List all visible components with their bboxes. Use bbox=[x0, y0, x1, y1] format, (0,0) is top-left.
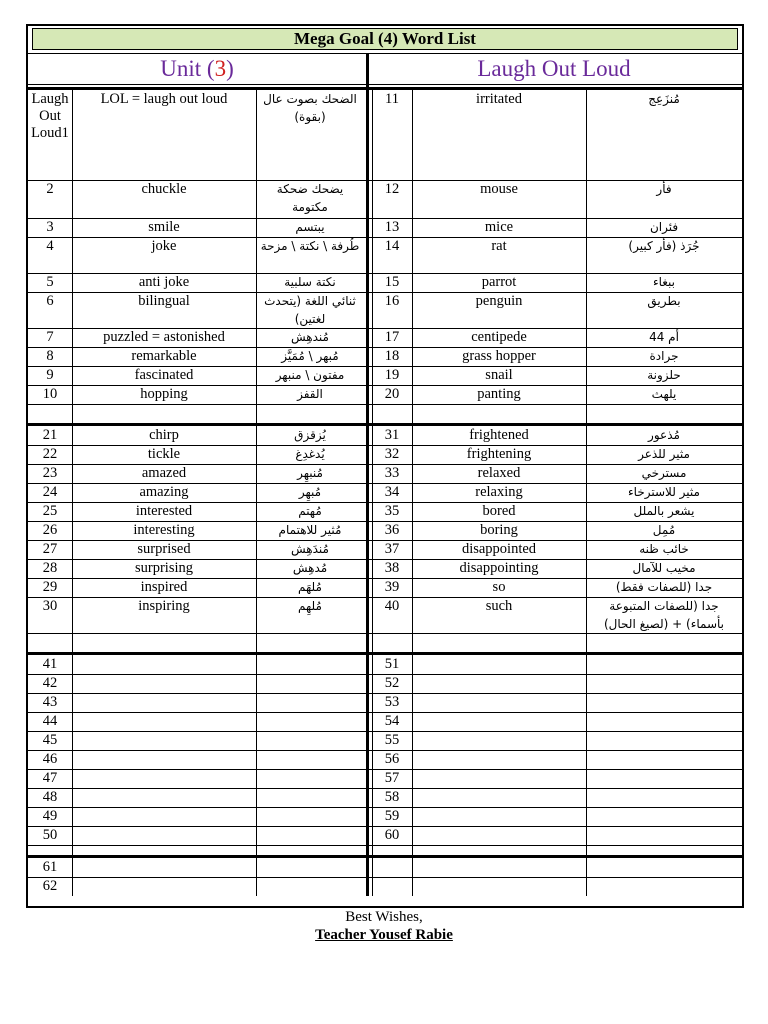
table-row bbox=[28, 633, 742, 652]
unit-number: 3 bbox=[214, 56, 227, 81]
word-number: 58 bbox=[384, 789, 400, 805]
english-word bbox=[72, 826, 256, 845]
arabic-meaning: نكتة سلبية bbox=[284, 275, 336, 289]
center-divider bbox=[366, 404, 369, 423]
arabic-meaning: مُثير للاهتمام bbox=[278, 523, 342, 537]
word-number: 40 bbox=[384, 598, 400, 614]
word-number bbox=[28, 845, 72, 855]
arabic-meaning bbox=[256, 655, 364, 674]
word-number: 42 bbox=[42, 675, 58, 691]
table-row bbox=[28, 521, 742, 540]
english-word bbox=[72, 807, 256, 826]
column-divider bbox=[412, 858, 413, 896]
arabic-meaning: مُدهِش bbox=[292, 561, 328, 575]
arabic-meaning: مُنبهِر bbox=[297, 466, 323, 480]
table-row bbox=[28, 483, 742, 502]
arabic-meaning bbox=[256, 877, 364, 896]
arabic-meaning: مخيب للآمال bbox=[632, 561, 696, 575]
arabic-meaning bbox=[586, 712, 742, 731]
english-word: bored bbox=[482, 503, 516, 519]
word-number: 32 bbox=[384, 446, 400, 462]
arabic-meaning: يُدغدِغ bbox=[295, 447, 325, 461]
column-divider bbox=[72, 633, 73, 652]
word-number: 33 bbox=[384, 465, 400, 481]
column-divider bbox=[412, 845, 413, 855]
arabic-meaning: يُزقزق bbox=[294, 428, 326, 442]
center-divider bbox=[366, 845, 369, 855]
word-number: 54 bbox=[384, 713, 400, 729]
table-row bbox=[28, 90, 742, 180]
word-number: 21 bbox=[42, 427, 58, 443]
english-word: amazing bbox=[139, 484, 189, 500]
column-divider bbox=[72, 90, 73, 404]
english-word bbox=[412, 769, 586, 788]
word-number: 39 bbox=[384, 579, 400, 595]
word-number: 57 bbox=[384, 770, 400, 786]
word-number: 47 bbox=[42, 770, 58, 786]
arabic-meaning: مُلهِم bbox=[298, 599, 322, 613]
arabic-meaning bbox=[586, 858, 742, 877]
arabic-meaning: فئران bbox=[649, 220, 679, 234]
table-row bbox=[28, 237, 742, 273]
english-word bbox=[412, 877, 586, 896]
word-number: 10 bbox=[42, 386, 58, 402]
word-number: 29 bbox=[42, 579, 58, 595]
english-word: amazed bbox=[141, 465, 187, 481]
word-number: 2 bbox=[46, 181, 54, 197]
word-number: 61 bbox=[42, 859, 58, 875]
table-row bbox=[28, 858, 742, 877]
word-number: 35 bbox=[384, 503, 400, 519]
english-word: hopping bbox=[140, 386, 188, 402]
table-row bbox=[28, 445, 742, 464]
english-word bbox=[412, 693, 586, 712]
english-word bbox=[412, 712, 586, 731]
column-divider bbox=[372, 655, 373, 845]
column-divider bbox=[586, 90, 587, 404]
table-row bbox=[28, 655, 742, 674]
english-word: smile bbox=[148, 219, 180, 235]
arabic-meaning bbox=[256, 731, 364, 750]
english-word: surprising bbox=[135, 560, 193, 576]
english-word bbox=[72, 750, 256, 769]
arabic-meaning: يشعر بالملل bbox=[633, 504, 695, 518]
english-word: remarkable bbox=[131, 348, 197, 364]
english-word: mouse bbox=[480, 181, 518, 197]
arabic-meaning bbox=[586, 731, 742, 750]
column-divider bbox=[72, 404, 73, 423]
table-row bbox=[28, 750, 742, 769]
table-row bbox=[28, 180, 742, 218]
column-divider bbox=[256, 858, 257, 896]
word-number: 17 bbox=[384, 329, 400, 345]
word-number: 50 bbox=[42, 827, 58, 843]
column-divider bbox=[412, 633, 413, 652]
arabic-meaning: بطريق bbox=[647, 294, 681, 308]
arabic-meaning bbox=[586, 655, 742, 674]
english-word: puzzled = astonished bbox=[103, 329, 225, 345]
english-word: relaxing bbox=[475, 484, 523, 500]
page-title: Mega Goal (4) Word List bbox=[32, 28, 738, 50]
english-word: panting bbox=[477, 386, 521, 402]
arabic-meaning: مُهتم bbox=[298, 504, 322, 518]
english-word bbox=[412, 788, 586, 807]
english-word: so bbox=[492, 579, 506, 595]
word-number: 14 bbox=[384, 238, 400, 254]
arabic-meaning bbox=[586, 807, 742, 826]
word-number: 38 bbox=[384, 560, 400, 576]
english-word: centipede bbox=[471, 329, 527, 345]
word-number: 9 bbox=[46, 367, 54, 383]
word-number: 3 bbox=[46, 219, 54, 235]
column-divider bbox=[586, 404, 587, 423]
word-number: 44 bbox=[42, 713, 58, 729]
table-row bbox=[28, 218, 742, 237]
table-row bbox=[28, 292, 742, 328]
arabic-meaning: مُبهر \ مُمَيَّز bbox=[281, 349, 339, 363]
arabic-meaning bbox=[256, 788, 364, 807]
word-number bbox=[28, 633, 72, 652]
word-number bbox=[28, 404, 72, 423]
english-word: chuckle bbox=[141, 181, 187, 197]
arabic-meaning: فأر bbox=[656, 182, 672, 196]
arabic-meaning: مُبهِر bbox=[298, 485, 322, 499]
english-word: disappointed bbox=[461, 541, 537, 557]
table-row bbox=[28, 366, 742, 385]
table-row bbox=[28, 464, 742, 483]
column-divider bbox=[372, 858, 373, 896]
english-word bbox=[412, 674, 586, 693]
arabic-meaning: جدا (للصفات المتبوعة بأسماء) + (لصيغ الحال) bbox=[603, 599, 724, 631]
footer bbox=[0, 908, 768, 944]
arabic-meaning: جرادة bbox=[649, 349, 679, 363]
english-word: such bbox=[485, 598, 513, 614]
word-number: 11 bbox=[385, 91, 399, 107]
table-row bbox=[28, 328, 742, 347]
english-word bbox=[72, 877, 256, 896]
english-word: fascinated bbox=[134, 367, 194, 383]
word-number: 43 bbox=[42, 694, 58, 710]
unit-heading bbox=[32, 53, 362, 85]
word-number: 60 bbox=[384, 827, 400, 843]
word-number: 22 bbox=[42, 446, 58, 462]
arabic-meaning: مُذعور bbox=[648, 428, 680, 442]
word-number: 19 bbox=[384, 367, 400, 383]
column-divider bbox=[586, 655, 587, 845]
table-row bbox=[28, 597, 742, 633]
english-word: snail bbox=[485, 367, 513, 383]
unit-name: Laugh Out Loud bbox=[477, 56, 631, 81]
best-wishes: Best Wishes, bbox=[345, 909, 423, 925]
table-row bbox=[28, 788, 742, 807]
column-divider bbox=[372, 426, 373, 633]
word-number: 62 bbox=[42, 878, 58, 894]
english-word: frightening bbox=[466, 446, 532, 462]
arabic-meaning: القفز bbox=[297, 387, 323, 401]
arabic-meaning: ببغاء bbox=[652, 275, 676, 289]
arabic-meaning: يلهث bbox=[651, 387, 677, 401]
word-number: 30 bbox=[42, 598, 58, 614]
column-divider bbox=[586, 845, 587, 855]
english-word: bilingual bbox=[138, 293, 190, 309]
word-number: 25 bbox=[42, 503, 58, 519]
arabic-meaning bbox=[586, 693, 742, 712]
row-divider bbox=[28, 53, 742, 54]
column-divider bbox=[412, 655, 413, 845]
arabic-meaning: يضحك ضحكة مكتومة bbox=[276, 182, 344, 214]
english-word: LOL = laugh out loud bbox=[100, 91, 228, 107]
arabic-meaning: مُندهِش bbox=[291, 330, 329, 344]
table-row bbox=[28, 385, 742, 404]
arabic-meaning: يبتسم bbox=[295, 220, 325, 234]
arabic-meaning: مُنزَعِج bbox=[648, 92, 680, 106]
english-word: relaxed bbox=[477, 465, 521, 481]
column-divider bbox=[256, 90, 257, 404]
column-divider bbox=[256, 633, 257, 652]
unit-prefix: Unit ( bbox=[160, 56, 215, 81]
arabic-meaning: حلزونة bbox=[647, 368, 681, 382]
table-row bbox=[28, 845, 742, 855]
arabic-meaning bbox=[256, 769, 364, 788]
arabic-meaning bbox=[256, 826, 364, 845]
arabic-meaning: طُرفة \ نكتة \ مزحة bbox=[260, 239, 360, 253]
arabic-meaning: مُمِل bbox=[652, 523, 676, 537]
word-number: 41 bbox=[42, 656, 58, 672]
word-number: 5 bbox=[46, 274, 54, 290]
word-number: 8 bbox=[46, 348, 54, 364]
arabic-meaning: مثير للاسترخاء bbox=[628, 485, 700, 499]
table-row bbox=[28, 404, 742, 423]
arabic-meaning bbox=[256, 712, 364, 731]
arabic-meaning bbox=[586, 674, 742, 693]
column-divider bbox=[372, 633, 373, 652]
english-word bbox=[412, 731, 586, 750]
word-number: 6 bbox=[46, 293, 54, 309]
english-word bbox=[72, 693, 256, 712]
word-number: 36 bbox=[384, 522, 400, 538]
arabic-meaning: ثنائي اللغة (يتحدث لغتين) bbox=[264, 294, 356, 326]
column-divider bbox=[256, 845, 257, 855]
word-number: 53 bbox=[384, 694, 400, 710]
word-number bbox=[372, 877, 412, 896]
column-divider bbox=[256, 655, 257, 845]
arabic-meaning bbox=[586, 877, 742, 896]
english-word: irritated bbox=[476, 91, 522, 107]
english-word: inspired bbox=[140, 579, 188, 595]
english-word bbox=[412, 858, 586, 877]
arabic-meaning bbox=[586, 826, 742, 845]
arabic-meaning: مثير للذعر bbox=[638, 447, 690, 461]
arabic-meaning: جدا (للصفات فقط) bbox=[615, 580, 713, 594]
english-word: grass hopper bbox=[462, 348, 536, 364]
table-row bbox=[28, 674, 742, 693]
english-word: rat bbox=[491, 238, 507, 254]
word-number: 13 bbox=[384, 219, 400, 235]
center-divider bbox=[366, 426, 369, 633]
word-number: 15 bbox=[384, 274, 400, 290]
english-word: penguin bbox=[475, 293, 523, 309]
english-word: disappointing bbox=[459, 560, 539, 576]
word-number: 34 bbox=[384, 484, 400, 500]
table-row bbox=[28, 769, 742, 788]
arabic-meaning bbox=[256, 807, 364, 826]
column-divider bbox=[72, 655, 73, 845]
column-divider bbox=[412, 90, 413, 404]
word-number: 26 bbox=[42, 522, 58, 538]
arabic-meaning: أم 44 bbox=[649, 330, 679, 344]
word-number: 48 bbox=[42, 789, 58, 805]
word-number: 37 bbox=[384, 541, 400, 557]
column-divider bbox=[586, 858, 587, 896]
column-divider bbox=[72, 858, 73, 896]
english-word: joke bbox=[151, 238, 177, 254]
english-word: frightened bbox=[469, 427, 529, 443]
arabic-meaning: مُلهَم bbox=[298, 580, 322, 594]
arabic-meaning bbox=[256, 750, 364, 769]
table-row bbox=[28, 540, 742, 559]
column-divider bbox=[372, 90, 373, 404]
word-number: 18 bbox=[384, 348, 400, 364]
english-word: tickle bbox=[147, 446, 181, 462]
word-number: 51 bbox=[384, 656, 400, 672]
word-number: 16 bbox=[384, 293, 400, 309]
word-number: 59 bbox=[384, 808, 400, 824]
word-number: 23 bbox=[42, 465, 58, 481]
arabic-meaning: جُرَذ (فأر كبير) bbox=[628, 239, 700, 253]
word-number: 27 bbox=[42, 541, 58, 557]
arabic-meaning: مسترخي bbox=[641, 466, 687, 480]
table-row bbox=[28, 578, 742, 597]
table-row bbox=[28, 731, 742, 750]
word-number: 28 bbox=[42, 560, 58, 576]
word-number: 7 bbox=[46, 329, 54, 345]
english-word bbox=[72, 858, 256, 877]
column-divider bbox=[72, 845, 73, 855]
table-row bbox=[28, 347, 742, 366]
english-word: interesting bbox=[133, 522, 195, 538]
arabic-meaning: مُندَهِش bbox=[291, 542, 329, 556]
unit-suffix: ) bbox=[226, 56, 234, 81]
english-word bbox=[412, 750, 586, 769]
english-word bbox=[72, 674, 256, 693]
table-row bbox=[28, 807, 742, 826]
arabic-meaning: الضحك بصوت عال (بقوة) bbox=[263, 92, 357, 124]
english-word: anti joke bbox=[138, 274, 190, 290]
english-word: inspiring bbox=[138, 598, 190, 614]
word-number: 55 bbox=[384, 732, 400, 748]
english-word bbox=[412, 655, 586, 674]
english-word bbox=[72, 712, 256, 731]
column-divider bbox=[586, 426, 587, 633]
table-row bbox=[28, 712, 742, 731]
center-divider bbox=[366, 90, 369, 404]
column-divider bbox=[372, 404, 373, 423]
english-word: mice bbox=[484, 219, 514, 235]
word-number: 12 bbox=[384, 181, 400, 197]
column-divider bbox=[372, 845, 373, 855]
word-number: 45 bbox=[42, 732, 58, 748]
table-row bbox=[28, 877, 742, 896]
word-number: 20 bbox=[384, 386, 400, 402]
arabic-meaning: مفتون \ منبهر bbox=[275, 368, 345, 382]
arabic-meaning bbox=[256, 674, 364, 693]
word-number: 49 bbox=[42, 808, 58, 824]
center-divider bbox=[366, 53, 369, 87]
table-row bbox=[28, 826, 742, 845]
english-word bbox=[412, 826, 586, 845]
table-row bbox=[28, 693, 742, 712]
column-divider bbox=[256, 426, 257, 633]
word-number bbox=[372, 858, 412, 877]
english-word: parrot bbox=[481, 274, 517, 290]
english-word bbox=[72, 788, 256, 807]
table-row bbox=[28, 502, 742, 521]
arabic-meaning bbox=[256, 858, 364, 877]
center-divider bbox=[366, 858, 369, 896]
word-number: 46 bbox=[42, 751, 58, 767]
word-list-sheet bbox=[26, 24, 744, 908]
word-number: Laugh Out Loud1 bbox=[31, 91, 69, 141]
column-divider bbox=[412, 404, 413, 423]
teacher-signature: Teacher Yousef Rabie bbox=[315, 927, 453, 943]
english-word: chirp bbox=[149, 427, 179, 443]
center-divider bbox=[366, 633, 369, 652]
column-divider bbox=[72, 426, 73, 633]
arabic-meaning bbox=[256, 693, 364, 712]
english-word: boring bbox=[480, 522, 518, 538]
column-divider bbox=[256, 404, 257, 423]
column-divider bbox=[412, 426, 413, 633]
word-number: 52 bbox=[384, 675, 400, 691]
arabic-meaning: خائب ظنه bbox=[639, 542, 689, 556]
table-row bbox=[28, 273, 742, 292]
table-row bbox=[28, 559, 742, 578]
word-number: 56 bbox=[384, 751, 400, 767]
english-word: interested bbox=[135, 503, 193, 519]
english-word bbox=[72, 731, 256, 750]
column-divider bbox=[586, 633, 587, 652]
english-word bbox=[72, 655, 256, 674]
word-number: 4 bbox=[46, 238, 54, 254]
arabic-meaning bbox=[586, 788, 742, 807]
english-word bbox=[72, 769, 256, 788]
center-divider bbox=[366, 655, 369, 845]
word-number: 31 bbox=[384, 427, 400, 443]
word-number: 24 bbox=[42, 484, 58, 500]
english-word bbox=[412, 807, 586, 826]
arabic-meaning bbox=[586, 750, 742, 769]
table-row bbox=[28, 426, 742, 445]
english-word: surprised bbox=[137, 541, 191, 557]
row-divider bbox=[28, 84, 742, 85]
arabic-meaning bbox=[586, 769, 742, 788]
